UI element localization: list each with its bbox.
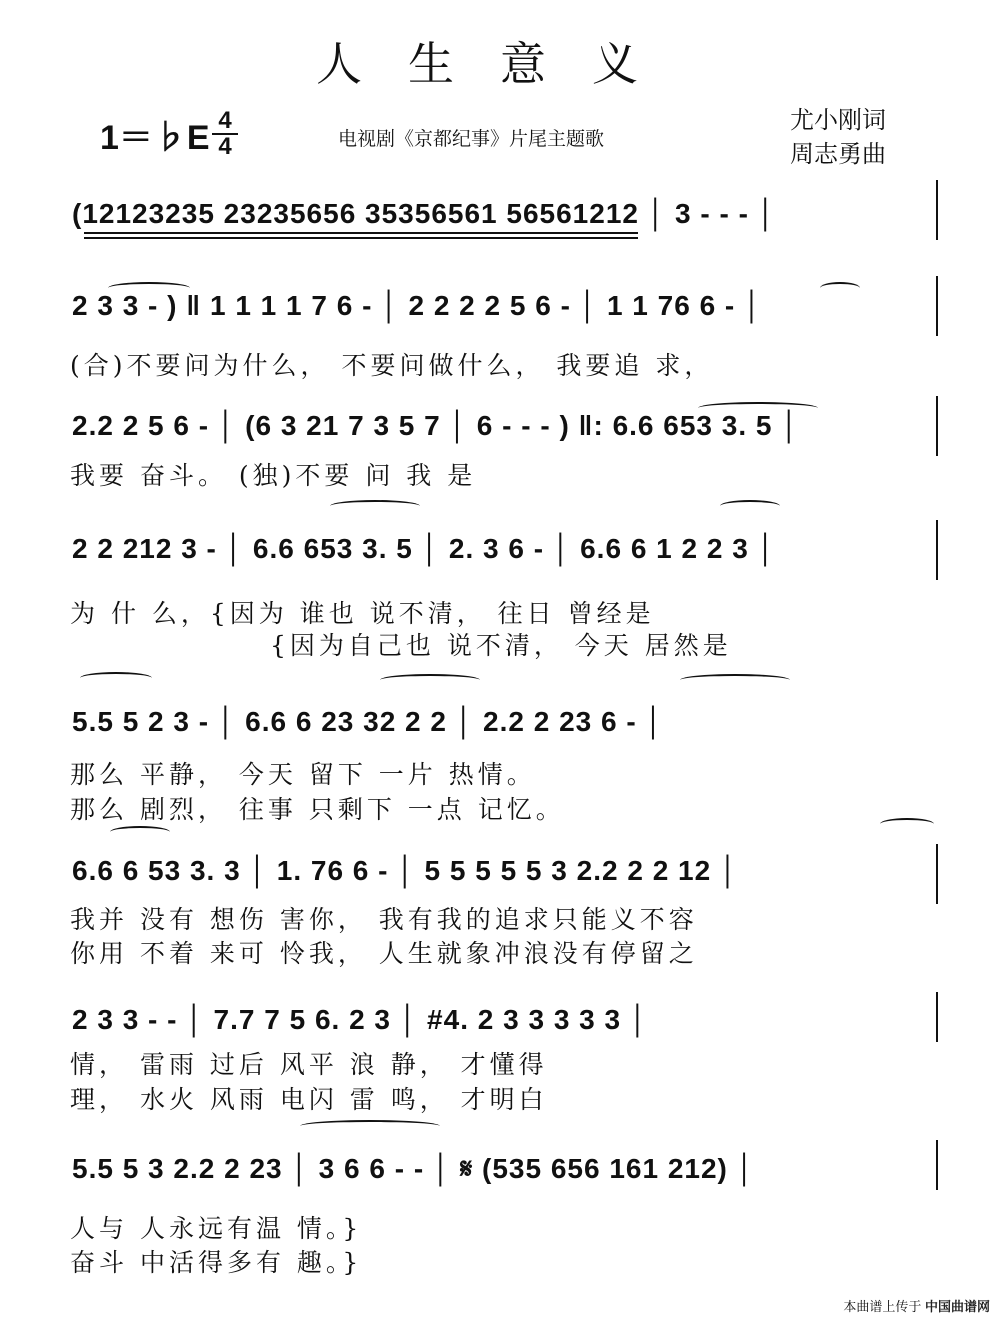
time-signature-top: 4 bbox=[218, 107, 232, 134]
subtitle: 电视剧《京都纪事》片尾主题歌 bbox=[338, 128, 605, 150]
slur-mark bbox=[300, 1120, 440, 1132]
score-line-5: 5.5 5 2 3 - │ 6.6 6 23 32 2 2 │ 2.2 2 23 6 - │ bbox=[72, 706, 664, 737]
composer-credit: 周志勇曲 bbox=[790, 140, 886, 168]
lyric-line-2a: (合)不要问为什么， 不要问做什么， 我要追 求， bbox=[70, 351, 714, 380]
bar-line bbox=[936, 180, 938, 240]
footer-prefix: 本曲谱上传于 bbox=[843, 1299, 922, 1314]
bar-line bbox=[936, 992, 938, 1042]
bar-line bbox=[936, 396, 938, 456]
slur-mark bbox=[80, 672, 152, 684]
bar-line bbox=[936, 520, 938, 580]
bar-line bbox=[936, 1140, 938, 1190]
lyric-line-3a: 我要 奋斗。 (独)不要 问 我 是 bbox=[70, 461, 477, 490]
lyric-line-4b: {因为自己也 说不清， 今天 居然是 bbox=[270, 631, 732, 660]
score-line-7: 2 3 3 - - │ 7.7 7 5 6. 2 3 │ #4. 2 3 3 3 3 3 │ bbox=[72, 1004, 649, 1035]
time-signature bbox=[212, 107, 238, 160]
score-line-1: (12123235 23235656 35356561 56561212 │ 3 - - - │ bbox=[72, 198, 777, 229]
slur-mark bbox=[108, 282, 190, 294]
lyric-line-6a: 我并 没有 想伤 害你， 我有我的追求只能义不容 bbox=[70, 905, 698, 934]
score-line-8: 5.5 5 3 2.2 2 23 │ 3 6 6 - - │ 𝄋 (535 656 161 212) │ bbox=[72, 1153, 756, 1184]
slur-mark bbox=[330, 500, 420, 512]
lyric-line-5b: 那么 剧烈， 往事 只剩下 一点 记忆。 bbox=[70, 795, 565, 824]
beam-line bbox=[84, 232, 638, 234]
lyric-line-8a: 人与 人永远有温 情。} bbox=[70, 1214, 363, 1243]
lyric-line-6b: 你用 不着 来可 怜我， 人生就象冲浪没有停留之 bbox=[70, 939, 698, 968]
lyric-line-8b: 奋斗 中活得多有 趣。} bbox=[70, 1248, 363, 1277]
score-line-4: 2 2 212 3 - │ 6.6 653 3. 5 │ 2. 3 6 - │ 6.6 6 1 2 2 3 │ bbox=[72, 533, 777, 564]
slur-mark bbox=[698, 402, 818, 414]
beam-line bbox=[84, 237, 638, 239]
score-line-6: 6.6 6 53 3. 3 │ 1. 76 6 - │ 5 5 5 5 5 3 2.2 2 2 12 │ bbox=[72, 855, 739, 886]
footer bbox=[843, 1296, 990, 1315]
slur-mark bbox=[680, 674, 790, 686]
slur-mark bbox=[110, 826, 170, 838]
song-title: 人生意义 bbox=[316, 37, 684, 91]
score-line-2: 2 3 3 - ) ‖ 1 1 1 1 7 6 - │ 2 2 2 2 5 6 - │ 1 1 76 6 - │ bbox=[72, 290, 763, 321]
key-signature: 1＝♭E bbox=[100, 119, 210, 157]
slur-mark bbox=[820, 282, 860, 294]
bar-line bbox=[936, 276, 938, 336]
lyric-line-5a: 那么 平静， 今天 留下 一片 热情。 bbox=[70, 760, 536, 789]
time-signature-bottom: 4 bbox=[218, 133, 232, 160]
footer-site[interactable]: 中国曲谱网 bbox=[924, 1299, 990, 1314]
lyric-line-7a: 情， 雷雨 过后 风平 浪 静， 才懂得 bbox=[70, 1050, 548, 1079]
lyric-line-7b: 理， 水火 风雨 电闪 雷 鸣， 才明白 bbox=[70, 1085, 548, 1114]
lyricist-credit: 尤小刚词 bbox=[790, 106, 886, 134]
slur-mark bbox=[880, 818, 934, 830]
bar-line bbox=[936, 844, 938, 904]
lyric-line-4a: 为 什 么，{因为 谁也 说不清， 往日 曾经是 bbox=[70, 599, 655, 628]
slur-mark bbox=[720, 500, 780, 512]
slur-mark bbox=[380, 674, 480, 686]
score-line-3: 2.2 2 5 6 - │ (6 3 21 7 3 5 7 │ 6 - - - ) ‖: 6.6 653 3. 5 │ bbox=[72, 410, 800, 441]
